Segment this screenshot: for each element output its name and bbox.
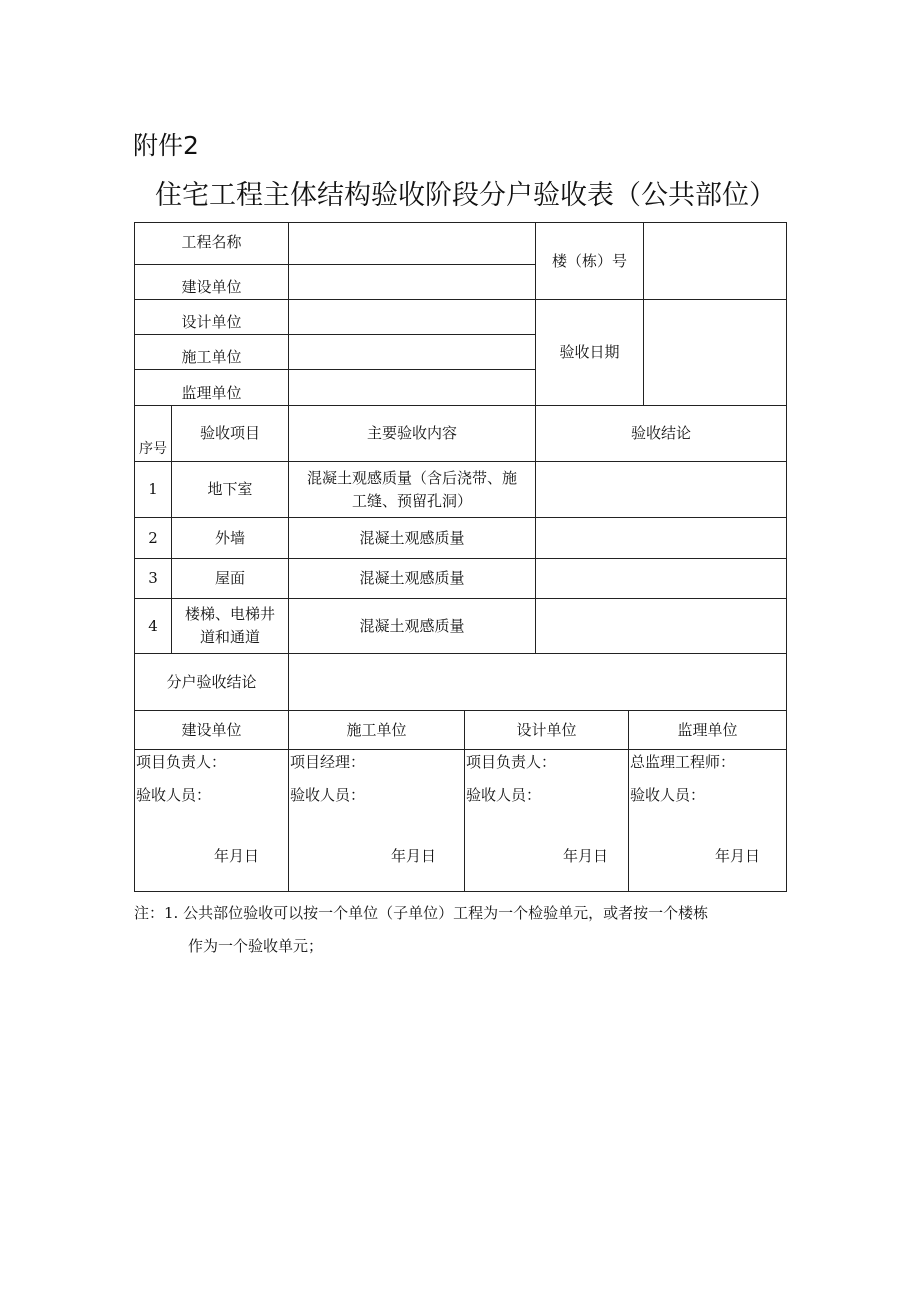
field-inspection-date[interactable] (644, 300, 786, 405)
row-item: 楼梯、电梯井道和通道 (184, 605, 275, 646)
label-project-name: 工程名称 (181, 233, 242, 251)
sig-constructor-lead: 项目经理： (290, 753, 366, 771)
sig-designer-date: 年月日 (563, 847, 609, 865)
row-item: 屋面 (214, 569, 245, 587)
row-content: 混凝土观感质量（含后浇带、施工缝、预留孔洞） (306, 468, 517, 510)
sig-supervisor-lead: 总监理工程师： (630, 753, 736, 771)
sig-constructor-date: 年月日 (391, 847, 437, 865)
header-content: 主要验收内容 (366, 424, 457, 442)
row-seq: 3 (148, 569, 158, 587)
field-builder[interactable] (289, 265, 535, 299)
field-supervisor[interactable] (289, 370, 535, 405)
header-seq: 序号 (139, 441, 167, 457)
row-content: 混凝土观感质量 (359, 569, 465, 587)
row-conclusion-field[interactable] (536, 518, 786, 558)
form-title: 住宅工程主体结构验收阶段分户验收表（公共部位） (155, 180, 776, 211)
sig-designer-inspectors: 验收人员： (466, 786, 542, 804)
sig-builder-lead: 项目负责人： (136, 753, 227, 771)
field-constructor[interactable] (289, 335, 535, 369)
field-building-no[interactable] (644, 223, 786, 299)
note-line-1: 注：1. 公共部位验收可以按一个单位（子单位）工程为一个检验单元，或者按一个楼栋 (134, 904, 709, 922)
label-building-no: 楼（栋）号 (551, 251, 627, 270)
sig-header-designer: 设计单位 (516, 720, 577, 739)
row-conclusion-field[interactable] (536, 462, 786, 517)
row-content: 混凝土观感质量 (359, 616, 465, 635)
field-project-name[interactable] (289, 223, 535, 264)
annex-label: 附件2 (133, 131, 199, 160)
row-conclusion-field[interactable] (536, 599, 786, 653)
label-designer: 设计单位 (181, 313, 242, 331)
sig-supervisor-inspectors: 验收人员： (630, 786, 706, 804)
sig-builder-inspectors: 验收人员： (136, 786, 212, 804)
row-seq: 4 (148, 616, 158, 635)
sig-constructor-inspectors: 验收人员： (290, 786, 366, 804)
header-item: 验收项目 (199, 424, 260, 442)
row-item: 地下室 (207, 480, 253, 498)
sig-builder-date: 年月日 (214, 847, 260, 865)
label-constructor: 施工单位 (181, 348, 242, 366)
label-builder: 建设单位 (181, 278, 242, 296)
row-content: 混凝土观感质量 (359, 528, 465, 547)
note-line-2: 作为一个验收单元； (188, 937, 324, 955)
field-designer[interactable] (289, 300, 535, 334)
header-conclusion: 验收结论 (630, 424, 691, 442)
row-seq: 2 (148, 528, 158, 547)
sig-header-supervisor: 监理单位 (677, 720, 738, 739)
sig-header-builder: 建设单位 (181, 720, 242, 739)
label-supervisor: 监理单位 (181, 384, 242, 402)
sig-supervisor-date: 年月日 (715, 847, 761, 865)
label-inspection-date: 验收日期 (559, 343, 620, 361)
row-seq: 1 (148, 480, 158, 498)
label-household-conclusion: 分户验收结论 (166, 672, 257, 691)
sig-header-constructor: 施工单位 (346, 720, 407, 739)
row-item: 外墙 (214, 528, 245, 547)
sig-designer-lead: 项目负责人： (466, 753, 557, 771)
row-conclusion-field[interactable] (536, 559, 786, 598)
field-household-conclusion[interactable] (289, 654, 786, 710)
